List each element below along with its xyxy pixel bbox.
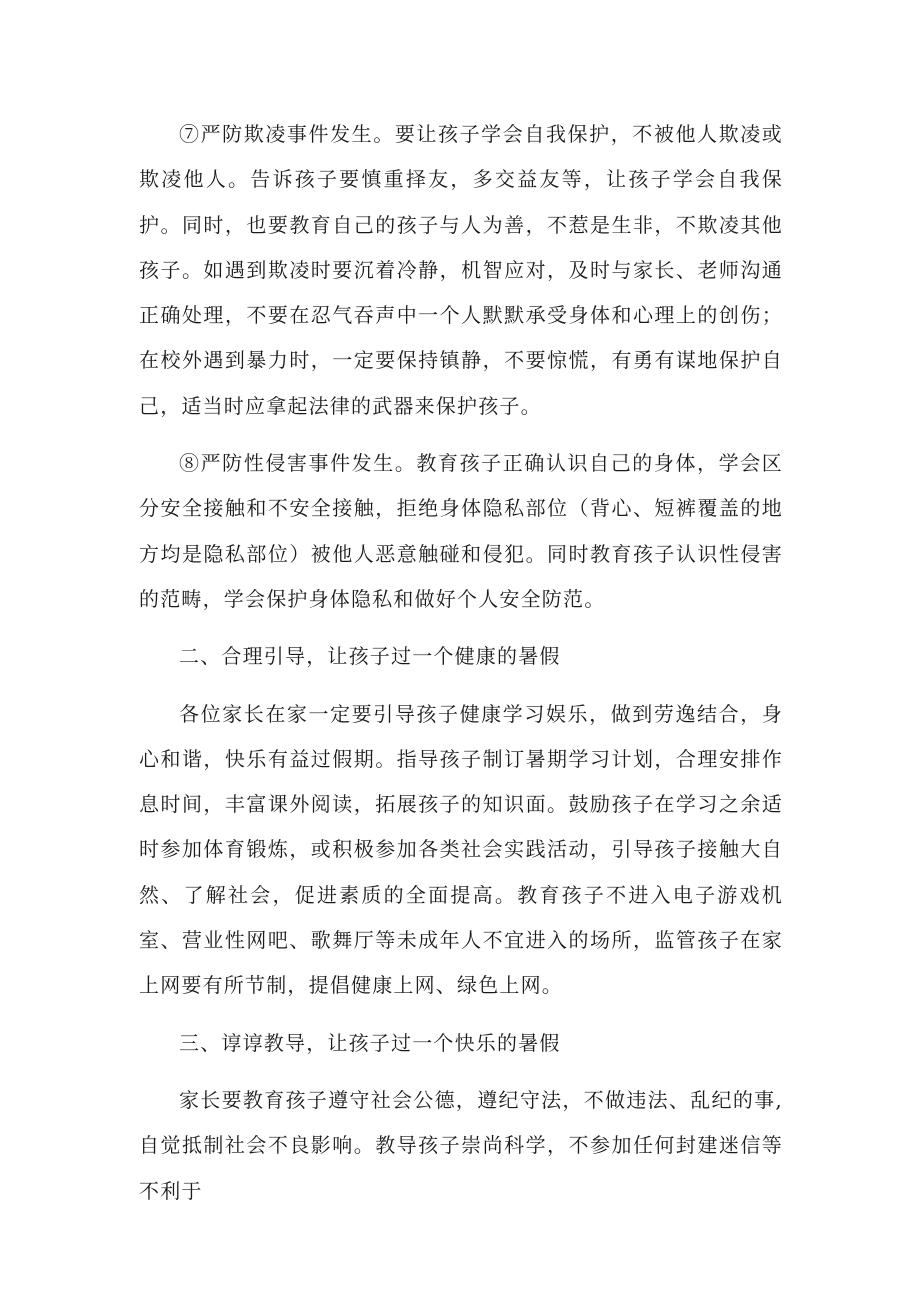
paragraph-sexual-safety: ⑧严防性侵害事件发生。教育孩子正确认识自己的身体，学会区分安全接触和不安全接触，拒绝身体隐私部位（背心、短裤覆盖的地方均是隐私部位）被他人恶意触碰和侵犯。同时教育孩子认识性侵害的范畴，学会保护身体隐私和做好个人安全防范。 xyxy=(139,451,783,611)
paragraph-bullying-prevention: ⑦严防欺凌事件发生。要让孩子学会自我保护，不被他人欺凌或欺凌他人。告诉孩子要慎重择友，多交益友等，让孩子学会自我保护。同时，也要教育自己的孩子与人为善，不惹是生非，不欺凌其他孩子。如遇到欺凌时要沉着冷静，机智应对，及时与家长、老师沟通正确处理，不要在忍气吞声中一个人默默承受身体和心理上的创伤；在校外遇到暴力时，一定要保持镇静，不要惊慌，有勇有谋地保护自己，适当时应拿起法律的武器来保护孩子。 xyxy=(139,122,783,418)
paragraph-patient-teaching: 家长要教育孩子遵守社会公德，遵纪守法，不做违法、乱纪的事,自觉抵制社会不良影响。教导孩子崇尚科学，不参加任何封建迷信等不利于 xyxy=(139,1087,783,1203)
document-body xyxy=(139,112,783,1214)
section-heading-happy-summer: 三、谆谆教导，让孩子过一个快乐的暑假 xyxy=(179,1030,561,1055)
section-heading-healthy-summer: 二、合理引导，让孩子过一个健康的暑假 xyxy=(179,644,561,669)
paragraph-healthy-guidance: 各位家长在家一定要引导孩子健康学习娱乐，做到劳逸结合，身心和谐，快乐有益过假期。指导孩子制订暑期学习计划，合理安排作息时间，丰富课外阅读，拓展孩子的知识面。鼓励孩子在学习之余适时参加体育锻炼，或积极参加各类社会实践活动，引导孩子接触大自然、了解社会，促进素质的全面提高。教育孩子不进入电子游戏机室、营业性网吧、歌舞厅等未成年人不宜进入的场所，监管孩子在家上网要有所节制，提倡健康上网、绿色上网。 xyxy=(139,701,783,998)
